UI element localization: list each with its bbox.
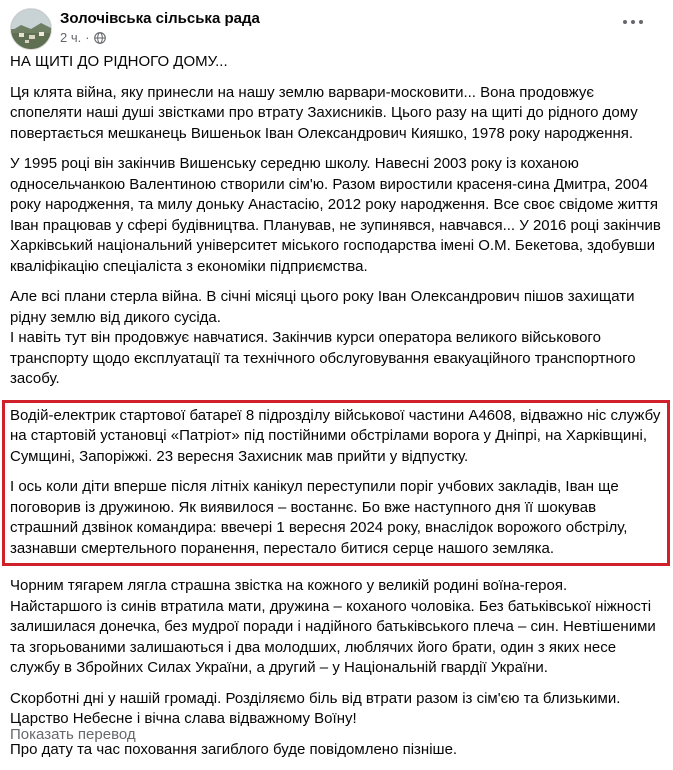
post-meta (60, 30, 106, 45)
paragraph: Про дату та час поховання загиблого буде повідомлено пізніше. (10, 740, 458, 758)
page-avatar[interactable] (10, 8, 52, 50)
post-timestamp[interactable]: 2 ч. (60, 30, 82, 45)
paragraph: І навіть тут він продовжує навчатися. Закінчив курси оператора великого військового транспорту щодо експлуатації та технічного обслуговування евакуаційного транспортного засобу. (10, 329, 636, 387)
post-title: НА ЩИТІ ДО РІДНОГО ДОМУ... (10, 53, 228, 70)
paragraph: Чорним тягарем лягла страшна звістка на кожного у великій родині воїна-героя. Найстаршого із синів втратила мати, дружина – коханого чоловіка. Без батьківської ніжності залишилася донечка, без мудрої поради і надійного батьківського плеча – син. Невтішеними та згорьованими залишаються і два молодших, люблячих його брати, один з яких несе службу в Збройних Силах України, а другий – у Національній гвардії України. (10, 577, 656, 676)
page-name-link[interactable]: Золочівська сільська рада (60, 10, 260, 27)
highlighted-section (2, 400, 670, 567)
globe-icon[interactable] (94, 32, 106, 44)
show-translation-link[interactable]: Показать перевод (10, 726, 136, 743)
paragraph: Скорботні дні у нашій громаді. Розділяємо біль від втрати разом із сім'єю та близькими. Царство Небесне і вічна слава відважному Воїну! (10, 689, 621, 727)
post-body (10, 52, 662, 770)
more-horizontal-icon (623, 20, 627, 24)
paragraph: Але всі плани стерла війна. В січні місяці цього року Іван Олександрович пішов захищати рідну землю від дикого сусіда. (10, 288, 635, 326)
highlighted-paragraph: І ось коли діти вперше після літніх канікул переступили поріг учбових закладів, Іван ще поговорив із дружиною. Як виявилося – востаннє. Бо вже наступного дня її шокував страшний дзвінок командира: ввечері 1 вересня 2024 року, внаслідок ворожого обстрілу, зазнавши смертельного поранення, перестало битися серце нашого земляка. (10, 478, 628, 557)
paragraph: Ця клята війна, яку принесли на нашу землю варвари-московити... Вона продовжує спопеляти наші душі звістками про втрату Захисників. Цього разу на щиті до рідного дому повертається мешканець Вишеньок Іван Олександрович Кияшко, 1978 року народження. (10, 83, 638, 142)
paragraph: У 1995 році він закінчив Вишенську середню школу. Навесні 2003 року із коханою односельчанкою Валентиною створили сім'ю. Разом виростили красеня-сина Дмитра, 2004 року народження, та милу доньку Анастасію, 2012 року народження. Все своє свідоме життя Іван працював у сфері будівництва. Планував, не зупинявся, навчався... У 2016 році закінчив Харківський національний університет міського господарства імені О.М. Бекетова, здобувши кваліфікацію спеціаліста з економіки підприємства. (10, 155, 661, 275)
more-options-button[interactable] (615, 10, 651, 34)
highlighted-paragraph: Водій-електрик стартової батареї 8 підрозділу військової частини А4608, відважно ніс службу на стартовій установці «Патріот» під постійними обстрілами ворога у Дніпрі, на Харківщині, Сумщині, Запоріжжі. 23 вересня Захисник мав прийти у відпустку. (10, 406, 661, 465)
meta-separator: · (85, 30, 90, 45)
